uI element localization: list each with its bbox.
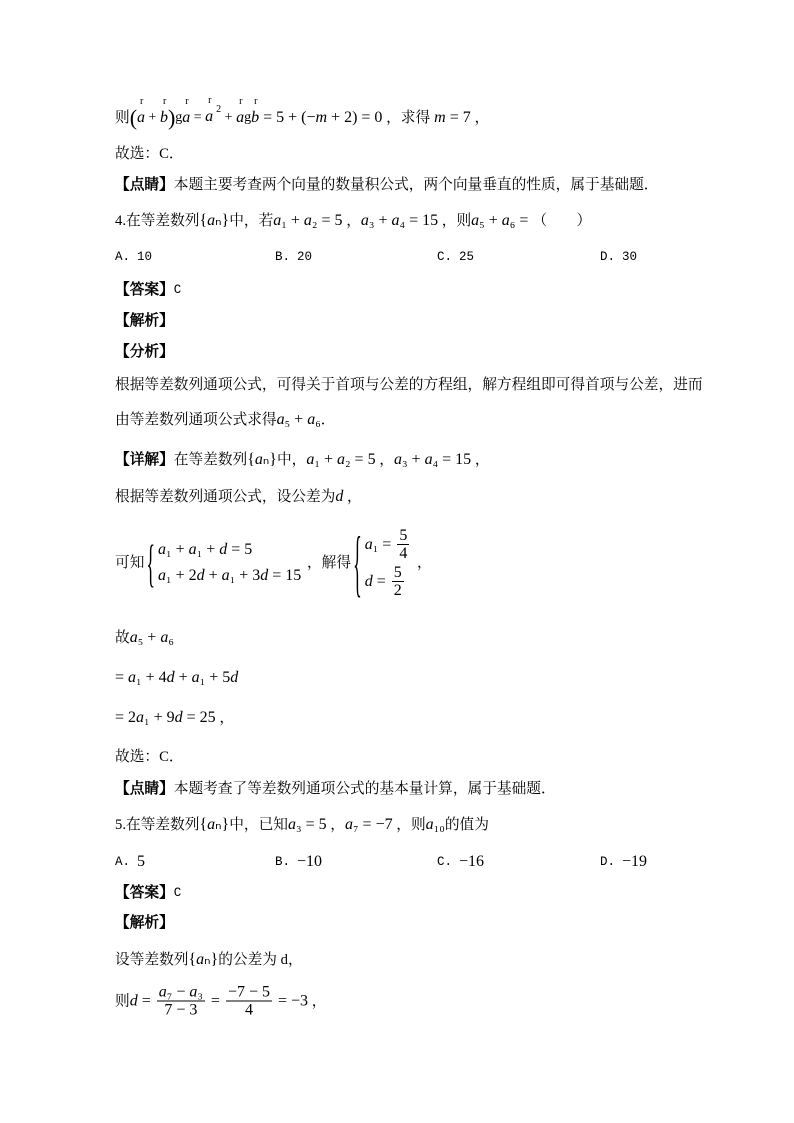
question-5-solution-line-2 (115, 984, 326, 1019)
math-expression: = (206, 992, 224, 1009)
question-4-stem (115, 211, 591, 231)
comment-text: 本题主要考查两个向量的数量积公式，两个向量垂直的性质，属于基础题． (173, 177, 659, 193)
question-4-answer (115, 280, 181, 300)
math-variable: a (136, 709, 145, 726)
vector-arrow-mark: r (239, 96, 243, 107)
prev-choice-line (115, 144, 184, 164)
math-variable: a (207, 212, 216, 229)
text-run: ， (308, 993, 327, 1009)
answer-value: C (173, 283, 182, 297)
question-4-step-1 (115, 628, 174, 648)
solution-tag: 【解析】 (115, 313, 174, 329)
text-run: 中， (276, 452, 307, 468)
system-rows (365, 526, 412, 600)
math-expression: a₁₀ (425, 816, 445, 833)
question-4-detail-line-2 (115, 487, 362, 507)
option-value: 10 (137, 250, 153, 264)
system-row (158, 537, 252, 563)
text-run: 可知 (115, 555, 145, 571)
text-run: 在等差数列 (173, 452, 248, 468)
text-run: ． (320, 412, 336, 428)
text-run: 则 (115, 110, 130, 126)
math-operator: g (244, 110, 252, 125)
text-run: 故 (115, 630, 130, 646)
text-run: ， (470, 110, 490, 126)
system-rows (158, 537, 301, 589)
math-variable: a (158, 541, 167, 558)
text-run: ， (375, 452, 394, 468)
text-run: 4.在等差数列 (115, 213, 200, 229)
math-expression: d = (129, 992, 155, 1009)
fraction-denominator: 2 (393, 582, 402, 599)
math-expression: a₃ + a₄ = 15 (360, 212, 439, 229)
comment-text: 本题考查了等差数列通项公式的基本量计算，属于基础题． (173, 781, 556, 797)
math-variable: a (425, 816, 434, 833)
text-run: ， (471, 452, 490, 468)
math-expression: a₁ + a₁ + d = 5 (158, 541, 253, 558)
math-operator: = (190, 110, 206, 125)
question-5-stem (115, 815, 489, 835)
fraction-numerator: 5 (393, 564, 402, 581)
math-variable: a (393, 451, 402, 468)
fraction (226, 984, 272, 1019)
math-variable: d (129, 992, 138, 1009)
math-variable: a (471, 212, 480, 229)
math-parenthesis: ( (129, 105, 138, 130)
vector-symbol (251, 96, 260, 128)
text-run: ， (413, 555, 432, 571)
math-variable: b (251, 109, 260, 126)
text-run: 设等差数列 (115, 952, 189, 968)
math-variable: a (189, 983, 198, 1001)
text-run: （ ） (532, 213, 592, 229)
text-run: 则 (115, 993, 130, 1009)
section-tag: 【详解】 (115, 452, 174, 468)
math-expression: {aₙ} (199, 212, 230, 229)
text-run: ，求得 (382, 110, 431, 126)
text-run: 中，已知 (229, 817, 288, 833)
question-4-options (115, 247, 675, 267)
prev-comment-line (115, 175, 658, 195)
question-4-detail-line-1 (115, 450, 490, 470)
option-label: B. (275, 855, 291, 869)
option-label: C. (437, 250, 453, 264)
question-5-solution-heading (115, 913, 174, 933)
math-variable: d (260, 567, 269, 584)
question-4-step-3 (115, 708, 234, 728)
math-expression: a₁ + a₂ = 5 (306, 451, 376, 468)
math-variable: a (364, 535, 373, 553)
system-row (158, 563, 301, 589)
option-value: 5 (137, 853, 146, 870)
text-run: ， (342, 213, 361, 229)
choice-text: 故选：C． (115, 146, 184, 162)
text-run: ， (343, 489, 362, 505)
option-value: −19 (622, 853, 648, 870)
option-value: −10 (297, 853, 323, 870)
math-expression: = −3 (274, 992, 309, 1009)
math-variable: a (128, 669, 137, 686)
question-4-solution-heading (115, 311, 174, 331)
math-expression: = a₁ + 4d + a₁ + 5d (115, 669, 239, 686)
math-variable: a (287, 816, 296, 833)
text-run: ，则 (392, 817, 426, 833)
math-variable: a (137, 109, 146, 126)
math-operator: + (221, 110, 237, 125)
option-label: D. (600, 250, 616, 264)
option-label: A. (115, 250, 131, 264)
math-variable: b (159, 109, 168, 126)
text-run: ，则 (438, 213, 472, 229)
math-variable: d (335, 488, 344, 505)
vector-base (251, 109, 259, 126)
math-variable: a (273, 212, 282, 229)
option-label: C. (437, 855, 453, 869)
vector-base (137, 109, 145, 126)
math-expression: a₁ = (364, 535, 396, 553)
answer-tag: 【答案】 (115, 885, 174, 901)
fraction (392, 564, 404, 599)
math-expression: a₇ = −7 (344, 816, 393, 833)
math-variable: a (158, 983, 167, 1001)
text-run: ，解得 (303, 555, 352, 571)
math-expression: a₁ + 2d + a₁ + 3d = 15 (158, 567, 302, 584)
superscript: 2 (216, 104, 222, 115)
question-4-comment (115, 779, 556, 799)
fraction-denominator: 7 − 3 (157, 1001, 205, 1019)
comment-tag: 【点睛】 (115, 781, 174, 797)
text-run: 的公差为 d， (218, 952, 303, 968)
math-variable: a (344, 816, 353, 833)
option-b (275, 247, 312, 267)
text-run: 由等差数列通项公式求得 (115, 412, 277, 428)
analysis-tag: 【分析】 (115, 344, 174, 360)
equation-system (353, 521, 411, 605)
text-run: 5.在等差数列 (115, 817, 200, 833)
math-expression: a₁ + a₂ = 5 (273, 212, 343, 229)
option-d (600, 852, 647, 872)
math-variable: a (306, 451, 315, 468)
analysis-text: 根据等差数列通项公式，可得关于首项与公差的方程组，解方程组即可得首项与公差，进而 (115, 377, 703, 393)
vector-arrow-mark: r (208, 95, 212, 106)
option-value: 30 (622, 250, 638, 264)
question-5-answer (115, 883, 181, 903)
vector-base (205, 108, 213, 125)
math-expression: a₃ = 5 (287, 816, 327, 833)
solution-tag: 【解析】 (115, 915, 174, 931)
math-variable: a (391, 212, 400, 229)
math-expression: {aₙ} (247, 451, 277, 468)
fraction (397, 527, 409, 562)
brace-symbol: { (146, 534, 156, 592)
math-variable: d (230, 669, 239, 686)
vector-arrow-mark: r (185, 96, 189, 107)
math-variable: d (166, 669, 175, 686)
option-value: 25 (459, 250, 475, 264)
option-label: B. (275, 250, 291, 264)
vector-base (182, 109, 190, 126)
option-value: −16 (459, 853, 485, 870)
math-operator: + (145, 110, 160, 125)
fraction-numerator: 5 (399, 527, 408, 544)
question-4-analysis-line-2 (115, 410, 335, 430)
math-variable: a (307, 411, 316, 428)
fraction (157, 984, 205, 1019)
text-run: 根据等差数列通项公式，设公差为 (115, 489, 336, 505)
question-5-options (115, 852, 675, 872)
math-operator: g (175, 110, 183, 125)
math-variable: d (174, 709, 183, 726)
option-value: 20 (297, 250, 313, 264)
equation-system (146, 534, 302, 592)
math-variable: a (424, 451, 433, 468)
math-expression: a₃ + a₄ = 15 (393, 451, 472, 468)
math-expression: a₅ + a₆ = (471, 212, 533, 229)
math-expression: = 2a₁ + 9d = 25 (115, 709, 216, 726)
math-variable: a (276, 411, 285, 428)
option-label: A. (115, 855, 131, 869)
vector-symbol (159, 96, 168, 128)
vector-symbol (236, 96, 245, 128)
math-variable: d (364, 572, 373, 590)
math-variable: a (160, 629, 169, 646)
math-variable: a (303, 212, 312, 229)
vector-arrow-mark: r (140, 96, 144, 107)
brace-symbol: { (353, 521, 362, 605)
choice-text: 故选：C． (115, 749, 184, 765)
text-run: ， (215, 710, 235, 726)
question-4-analysis-heading (115, 342, 174, 362)
math-variable: a (254, 451, 263, 468)
vector-base (160, 109, 168, 126)
math-variable: a (205, 108, 214, 125)
option-d (600, 247, 637, 267)
math-variable: m (315, 109, 328, 126)
option-a (115, 852, 145, 872)
question-5-solution-line-1 (115, 950, 303, 970)
text-run: ， (326, 817, 345, 833)
math-expression (335, 487, 343, 507)
math-variable: a (182, 109, 191, 126)
fraction-denominator: 4 (226, 1001, 272, 1019)
answer-value: C (173, 886, 182, 900)
option-label: D. (600, 855, 616, 869)
math-variable: a (207, 816, 216, 833)
vector-base (236, 109, 244, 126)
math-variable: a (158, 567, 167, 584)
question-4-analysis-line-1 (115, 375, 703, 395)
fraction-numerator: a₇ − a₃ (158, 983, 203, 1001)
text-run: 的值为 (444, 817, 489, 833)
math-variable: m (434, 109, 446, 126)
math-variable: a (501, 212, 510, 229)
math-variable: a (129, 629, 138, 646)
fraction-numerator: −7 − 5 (227, 983, 270, 1001)
option-a (115, 247, 152, 267)
math-variable: a (188, 541, 197, 558)
math-variable: d (196, 567, 205, 584)
option-c (437, 247, 474, 267)
comment-tag: 【点睛】 (115, 177, 174, 193)
vector-arrow-mark: r (162, 96, 167, 107)
vector-symbol (137, 96, 146, 128)
question-4-equation-systems (115, 521, 432, 605)
math-variable: a (236, 109, 245, 126)
math-expression: a₅ + a₆ (129, 629, 174, 646)
option-b (275, 852, 322, 872)
math-variable: a (191, 669, 200, 686)
option-c (437, 852, 484, 872)
math-expression: m = 7 (434, 109, 471, 126)
answer-tag: 【答案】 (115, 282, 174, 298)
math-variable: a (196, 951, 205, 968)
system-row (365, 563, 406, 600)
system-row (365, 526, 412, 563)
question-4-choice (115, 747, 184, 767)
math-expression: a₅ + a₆ (276, 411, 321, 428)
math-variable: d (219, 541, 228, 558)
math-expression: d = (364, 572, 390, 590)
math-expression: {aₙ} (199, 816, 230, 833)
question-4-step-2 (115, 668, 238, 688)
math-variable: a (221, 567, 230, 584)
vector-symbol (182, 96, 191, 128)
math-variable: a (360, 212, 369, 229)
vector-arrow-mark: r (254, 96, 258, 107)
math-parenthesis: ) (167, 105, 176, 130)
math-variable: a (336, 451, 345, 468)
fraction-denominator: 4 (399, 545, 408, 562)
math-expression: = 5 + (−m + 2) = 0 (259, 109, 383, 126)
text-run: 中，若 (229, 213, 274, 229)
vector-symbol (205, 95, 222, 129)
vector-derivation-line (115, 95, 490, 130)
math-expression: {aₙ} (188, 951, 219, 968)
